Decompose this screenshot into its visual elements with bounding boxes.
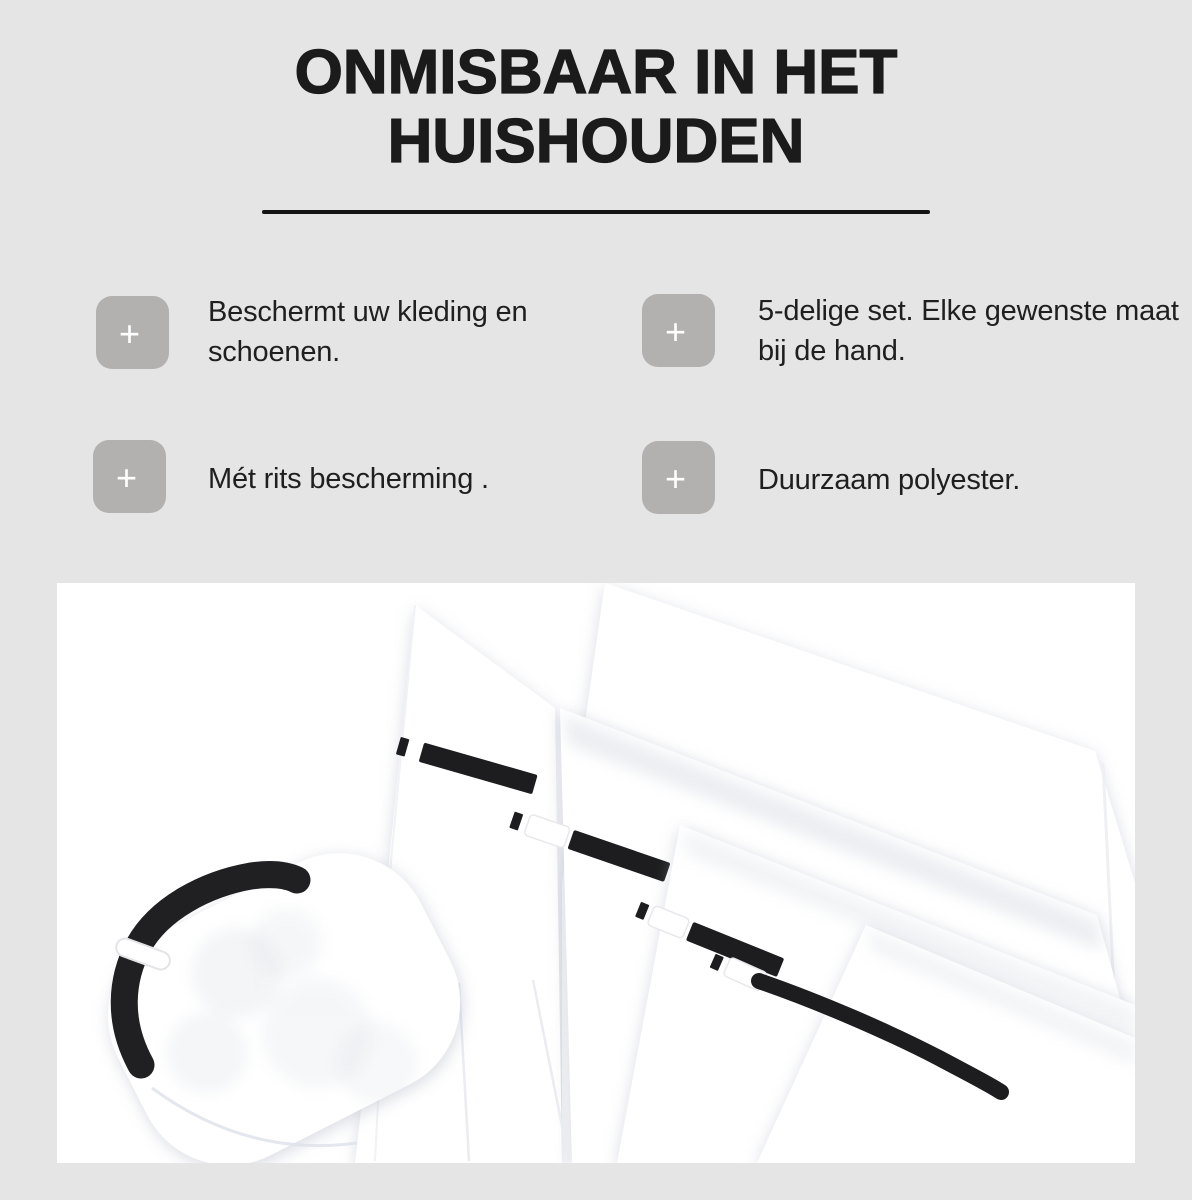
title-line-1: ONMISBAAR IN HET [294, 38, 898, 107]
laundry-bags-illustration [57, 583, 1135, 1163]
feature-text: Mét rits bescherming . [208, 463, 489, 495]
feature-text: 5-delige set. Elke gewenste maat bij de hand. [758, 295, 1179, 367]
plus-glyph: + [664, 310, 687, 352]
plus-glyph: + [664, 457, 687, 499]
title-line-2: HUISHOUDEN [387, 107, 805, 176]
title-divider [262, 210, 930, 214]
feature-text: Duurzaam polyester. [758, 464, 1021, 496]
plus-icon [642, 294, 715, 367]
page-title [0, 38, 1192, 176]
plus-glyph: + [115, 456, 138, 498]
plus-icon [93, 440, 166, 513]
plus-icon [96, 296, 169, 369]
feature-text: Beschermt uw kleding en schoenen. [208, 296, 528, 368]
plus-glyph: + [118, 312, 141, 354]
plus-icon [642, 441, 715, 514]
product-photo [57, 583, 1135, 1163]
